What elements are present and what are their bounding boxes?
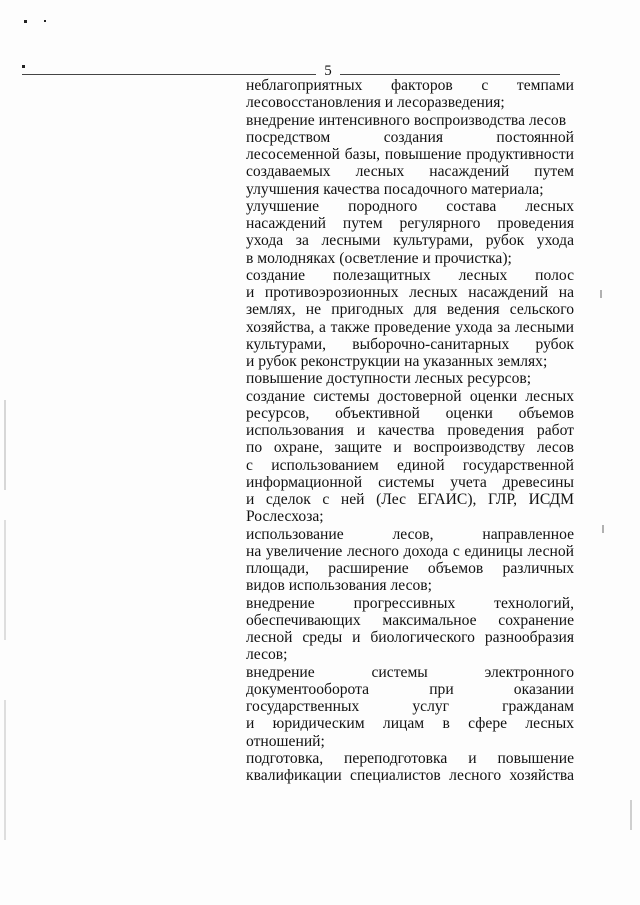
text-line: Рослесхоза; — [246, 508, 324, 526]
text-line: лесовосстановления и лесоразведения; — [246, 94, 505, 112]
text-line: создание полезащитных лесных полос — [246, 266, 574, 284]
text-line: ресурсов, объективной оценки объемов — [246, 404, 574, 422]
text-line: обеспечивающих максимальное сохранение — [246, 611, 574, 629]
text-line: и противоэрозионных лесных насаждений на — [246, 284, 574, 301]
text-line: насаждений путем регулярного проведения — [246, 215, 574, 232]
text-line: ухода за лесными культурами, рубок ухода — [246, 232, 574, 250]
header-rule-right — [340, 74, 560, 75]
text-line: улучшение породного состава лесных — [246, 197, 574, 215]
page-number: 5 — [324, 63, 332, 79]
text-line: и юридическим лицам в сфере лесных — [246, 715, 574, 733]
text-line: документооборота при оказании — [246, 680, 574, 698]
text-line: лесосеменной базы, повышение продуктивности — [246, 146, 574, 163]
scan-margin-mark — [630, 800, 632, 830]
text-line: отношений; — [246, 732, 325, 750]
scan-speck — [44, 20, 46, 22]
text-line: с использованием единой государственной — [246, 456, 574, 474]
text-line: видов использования лесов; — [246, 577, 433, 595]
text-line: квалификации специалистов лесного хозяйства — [246, 767, 574, 784]
scan-margin-mark — [602, 525, 604, 533]
text-line: хозяйства, а также проведение ухода за лесными — [246, 318, 574, 336]
scan-speck — [24, 20, 27, 23]
text-line: лесов; — [246, 646, 288, 664]
text-line: внедрение интенсивного воспроизводства лесов — [246, 111, 567, 129]
text-line: внедрение системы электронного — [246, 663, 574, 681]
scan-margin-mark — [600, 290, 602, 298]
text-line: создаваемых лесных насаждений путем — [246, 163, 574, 181]
text-line: информационной системы учета древесины — [246, 473, 574, 491]
text-line: культурами, выборочно-санитарных рубок — [246, 335, 574, 353]
text-line: государственных услуг гражданам — [246, 698, 574, 715]
header-rule-left — [22, 74, 316, 75]
text-line: повышение доступности лесных ресурсов; — [246, 370, 532, 388]
scan-margin-mark — [4, 520, 6, 640]
text-line: на увеличение лесного дохода с единицы лесной — [246, 542, 574, 560]
text-line: площади, расширение объемов различных — [246, 560, 574, 577]
document-body — [246, 77, 574, 784]
text-line: улучшения качества посадочного материала; — [246, 180, 544, 198]
text-line: лесной среды и биологического разнообразия — [246, 629, 574, 646]
text-line: внедрение прогрессивных технологий, — [246, 594, 574, 612]
text-line: по охране, защите и воспроизводству лесов — [246, 439, 574, 457]
text-line: подготовка, переподготовка и повышение — [246, 749, 574, 767]
text-line: создание системы достоверной оценки лесных — [246, 387, 574, 405]
text-line: посредством создания постоянной — [246, 128, 574, 146]
text-line: неблагоприятных факторов с темпами — [246, 77, 574, 94]
text-line: и сделок с ней (Лес ЕГАИС), ГЛР, ИСДМ — [246, 491, 574, 508]
scan-margin-mark — [4, 400, 6, 490]
scan-margin-mark — [4, 700, 6, 840]
text-line: землях, не пригодных для ведения сельского — [246, 301, 574, 319]
text-line: использование лесов, направленное — [246, 525, 574, 543]
scan-speck — [22, 65, 25, 68]
text-line: использования и качества проведения работ — [246, 422, 574, 439]
text-line: и рубок реконструкции на указанных землях; — [246, 353, 548, 370]
text-line: в молодняках (осветление и прочистка); — [246, 249, 512, 267]
